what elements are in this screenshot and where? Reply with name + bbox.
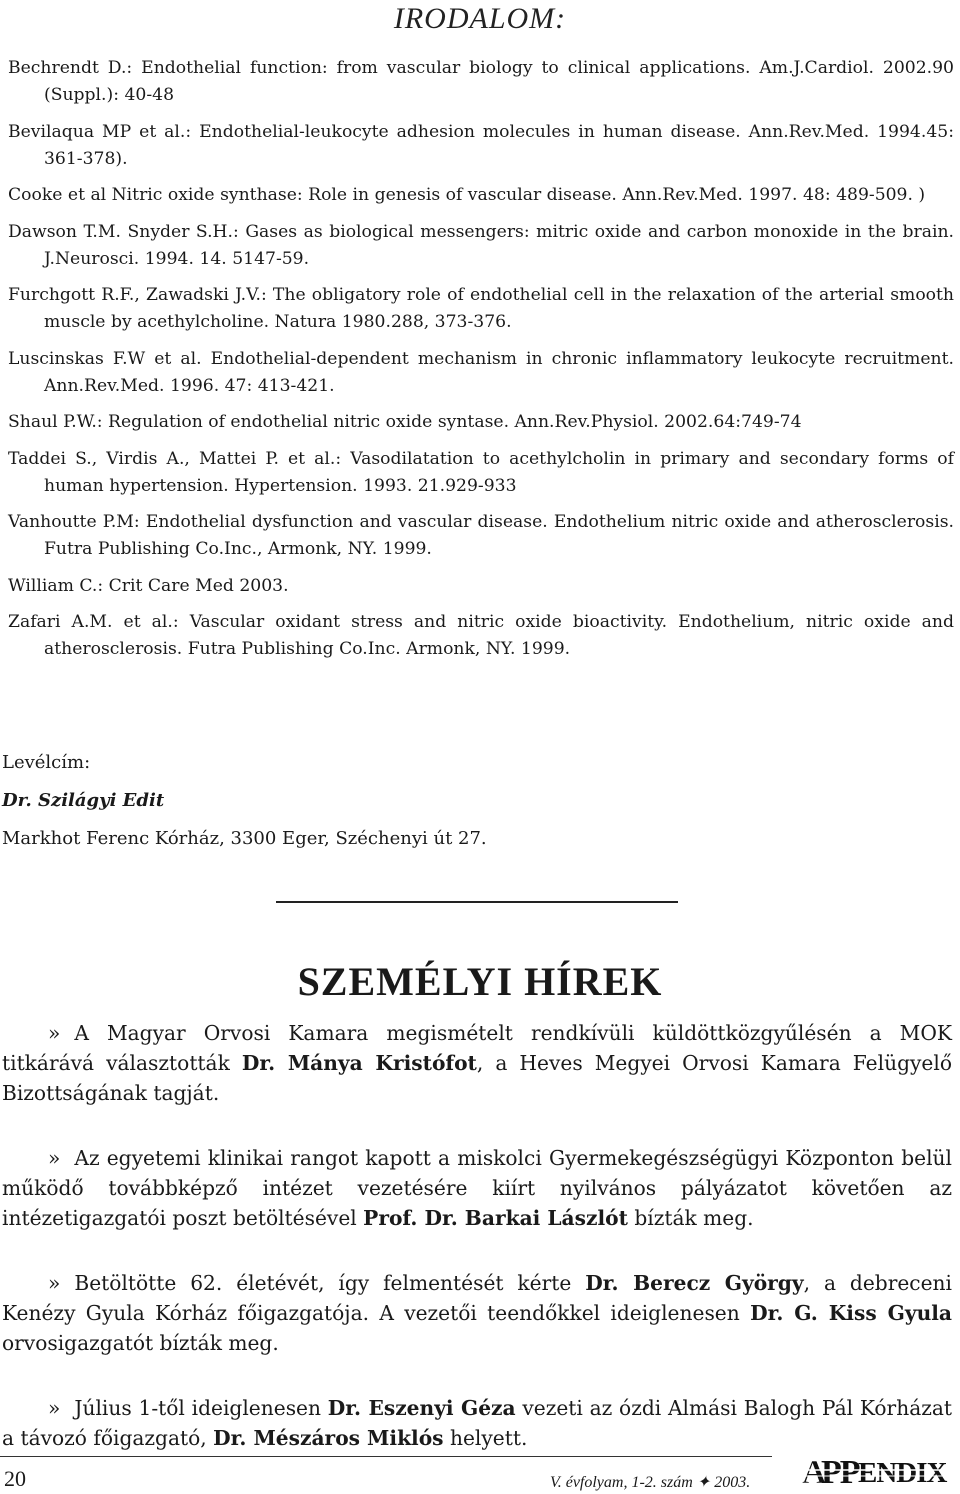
reference-text: Taddei S., Virdis A., Mattei P. et al.: Vasodilatation to acethylcholin in primary and secondary forms of human hypertension. Hypertension. 1993. 21.929-933	[8, 448, 954, 496]
news-bullet: »	[48, 1396, 61, 1420]
svg-text:PP: PP	[821, 1454, 859, 1490]
news-text: , a Heves Megyei Orvosi Kamara Felügyelő Bizottságának tagját.	[2, 1051, 952, 1105]
reference-text: Cooke et al Nitric oxide synthase: Role in genesis of vascular disease. Ann.Rev.Med. 1997. 48: 489-509. )	[8, 185, 926, 205]
svg-text:A: A	[802, 1454, 826, 1490]
footer-rule	[0, 1456, 772, 1457]
person-name: Prof. Dr. Barkai Lászlót	[363, 1206, 628, 1230]
issue-info: V. évfolyam, 1-2. szám ✦ 2003.	[550, 1474, 751, 1491]
news-bullet: »	[48, 1146, 61, 1170]
news-text: orvosigazgatót bízták meg.	[2, 1331, 279, 1355]
reference-item	[2, 446, 954, 500]
person-name: Dr. Mánya Kristófot	[241, 1051, 477, 1075]
reference-item	[2, 219, 954, 273]
reference-text: Zafari A.M. et al.: Vascular oxidant stress and nitric oxide bioactivity. Endothelium, nitric oxide and atherosclerosis. Futra Publishing Co.Inc. Armonk, NY. 1999.	[8, 612, 954, 659]
reference-item	[2, 609, 954, 663]
news-text: Július 1-től ideiglenesen	[74, 1396, 328, 1420]
reference-text: Shaul P.W.: Regulation of endothelial nitric oxide syntase. Ann.Rev.Physiol. 2002.64:749-74	[8, 412, 802, 432]
reference-item	[2, 409, 954, 436]
reference-item	[2, 573, 954, 600]
reference-text: Luscinskas F.W et al. Endothelial-dependent mechanism in chronic inflammatory leukocyte recruitment. Ann.Rev.Med. 1996. 47: 413-421.	[8, 348, 954, 396]
page-number: 20	[4, 1466, 26, 1491]
reference-item	[2, 55, 954, 109]
reference-text: Bechrendt D.: Endothelial function: from vascular biology to clinical applications. Am.J.Cardiol. 2002.90 (Suppl.): 40-48	[8, 58, 954, 105]
correspondence-address	[2, 750, 902, 852]
news-heading: SZEMÉLYI HÍREK	[297, 959, 663, 1004]
news-bullet: »	[48, 1021, 61, 1045]
reference-item	[2, 182, 954, 209]
news-item	[2, 1268, 952, 1358]
person-name: Dr. Mészáros Miklós	[213, 1426, 444, 1450]
person-name: Dr. Berecz György	[585, 1271, 804, 1295]
references-heading: IRODALOM:	[393, 2, 567, 35]
news-bullet: »	[48, 1271, 61, 1295]
author-name: Dr. Szilágyi Edit	[2, 790, 165, 811]
news-item	[2, 1393, 952, 1453]
reference-text: William C.: Crit Care Med 2003.	[8, 575, 289, 596]
news-text: helyett.	[443, 1426, 528, 1450]
news-text: , a debreceni Kenézy Gyula Kórház főigazgatója. A vezetői teendőkkel ideiglenesen	[2, 1271, 952, 1325]
reference-text: Bevilaqua MP et al.: Endothelial-leukocyte adhesion molecules in human disease. Ann.Rev.Med. 1994.45: 361-378).	[8, 121, 954, 169]
reference-text: Vanhoutte P.M: Endothelial dysfunction and vascular disease. Endothelium nitric oxide and atherosclerosis. Futra Publishing Co.Inc., Armonk, NY. 1999.	[8, 512, 954, 559]
reference-item	[2, 509, 954, 563]
news-item	[2, 1018, 952, 1108]
news-text: A Magyar Orvosi Kamara megismételt rendkívüli küldöttközgyűlésén a MOK titkárává választották	[2, 1021, 952, 1075]
address-line: Markhot Ferenc Kórház, 3300 Eger, Széchenyi út 27.	[2, 828, 487, 849]
news-item	[2, 1143, 952, 1233]
reference-list	[2, 55, 954, 673]
news-text: bízták meg.	[627, 1206, 754, 1230]
news-text: Betöltötte 62. életévét, így felmentését kérte	[74, 1271, 586, 1295]
appendix-logo	[800, 1450, 958, 1490]
reference-item	[2, 282, 954, 336]
reference-item	[2, 119, 954, 173]
news-list	[2, 1018, 952, 1488]
reference-text: Dawson T.M. Snyder S.H.: Gases as biological messengers: mitric oxide and carbon monoxide in the brain. J.Neurosci. 1994. 14. 5147-59.	[8, 221, 954, 269]
address-label: Levélcím:	[2, 752, 91, 773]
reference-text: Furchgott R.F., Zawadski J.V.: The obligatory role of endothelial cell in the relaxation of the arterial smooth muscle by acethylcholine. Natura 1980.288, 373-376.	[8, 285, 954, 332]
svg-text:ENDIX: ENDIX	[858, 1457, 947, 1489]
person-name: Dr. G. Kiss Gyula	[750, 1301, 952, 1325]
news-text: Az egyetemi klinikai rangot kapott a miskolci Gyermekegészségügyi Központon belül működő továbbképző intézet vezetésére kiírt nyilvános pályázatot követően az intézetigazgatói poszt betöltésével	[2, 1146, 952, 1230]
news-text: vezeti az ózdi Almási Balogh Pál Kórházat a távozó főigazgató,	[2, 1396, 953, 1450]
reference-item	[2, 346, 954, 400]
section-divider	[276, 901, 678, 903]
person-name: Dr. Eszenyi Géza	[327, 1396, 516, 1420]
